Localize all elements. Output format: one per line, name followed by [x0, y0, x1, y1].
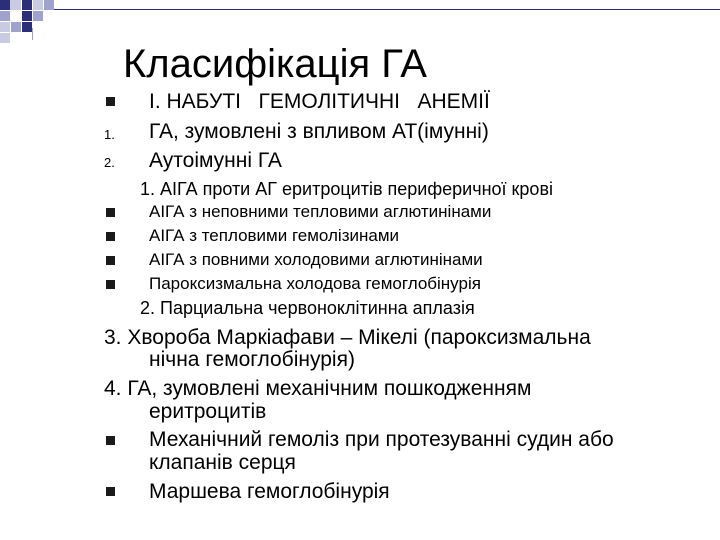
list-number: 1.	[104, 127, 115, 142]
list-item-continued: еритроцитів	[149, 400, 267, 423]
list-item: ГА, зумовлені з впливом АТ(імунні)	[149, 120, 489, 143]
header-line	[32, 28, 33, 40]
deco-square	[0, 0, 10, 10]
list-item: Механічний гемоліз при протезуванні судин або	[149, 428, 614, 451]
deco-square	[0, 11, 10, 21]
sub-heading: 2. Парциальна червоноклітинна аплазія	[140, 298, 475, 318]
bullet-square-icon	[106, 97, 115, 106]
deco-square	[10, 0, 21, 10]
list-item: 4. ГА, зумовлені механічним пошкодженням	[104, 377, 532, 400]
deco-square	[10, 11, 22, 21]
deco-square	[0, 22, 10, 32]
heading-acquired: І. НАБУТІ ГЕМОЛІТИЧНІ АНЕМІЇ	[149, 90, 490, 113]
list-item: 3. Хвороба Маркіафави – Мікелі (пароксизмальна	[104, 326, 591, 349]
deco-square	[33, 0, 43, 10]
deco-square	[22, 0, 32, 10]
bullet-square-icon	[106, 208, 115, 217]
deco-square	[22, 11, 32, 21]
deco-square	[11, 22, 21, 32]
bullet-square-icon	[106, 232, 115, 241]
list-item: АІГА з неповними тепловими аглютинінами	[149, 202, 492, 221]
list-item: Маршева гемоглобінурія	[149, 480, 390, 503]
bullet-square-icon	[106, 436, 115, 445]
header-line	[54, 9, 720, 10]
list-item: Пароксизмальна холодова гемоглобінурія	[149, 274, 481, 293]
list-item-continued: нічна гемоглобінурія)	[149, 348, 355, 371]
deco-square	[33, 11, 43, 21]
deco-square	[22, 22, 32, 32]
deco-square	[0, 33, 10, 43]
bullet-square-icon	[106, 256, 115, 265]
sub-heading: 1. АІГА проти АГ еритроцитів периферичної крові	[140, 179, 554, 199]
deco-square	[44, 0, 54, 10]
slide-title: Класифікація ГА	[123, 42, 427, 86]
list-item: Аутоімунні ГА	[149, 149, 282, 172]
bullet-square-icon	[106, 487, 115, 496]
list-item: АІГА з повними холодовими аглютинінами	[149, 250, 483, 269]
list-item: АІГА з тепловими гемолізинами	[149, 226, 400, 245]
list-number: 2.	[104, 155, 115, 170]
list-item-continued: клапанів серця	[149, 451, 296, 474]
bullet-square-icon	[106, 280, 115, 289]
